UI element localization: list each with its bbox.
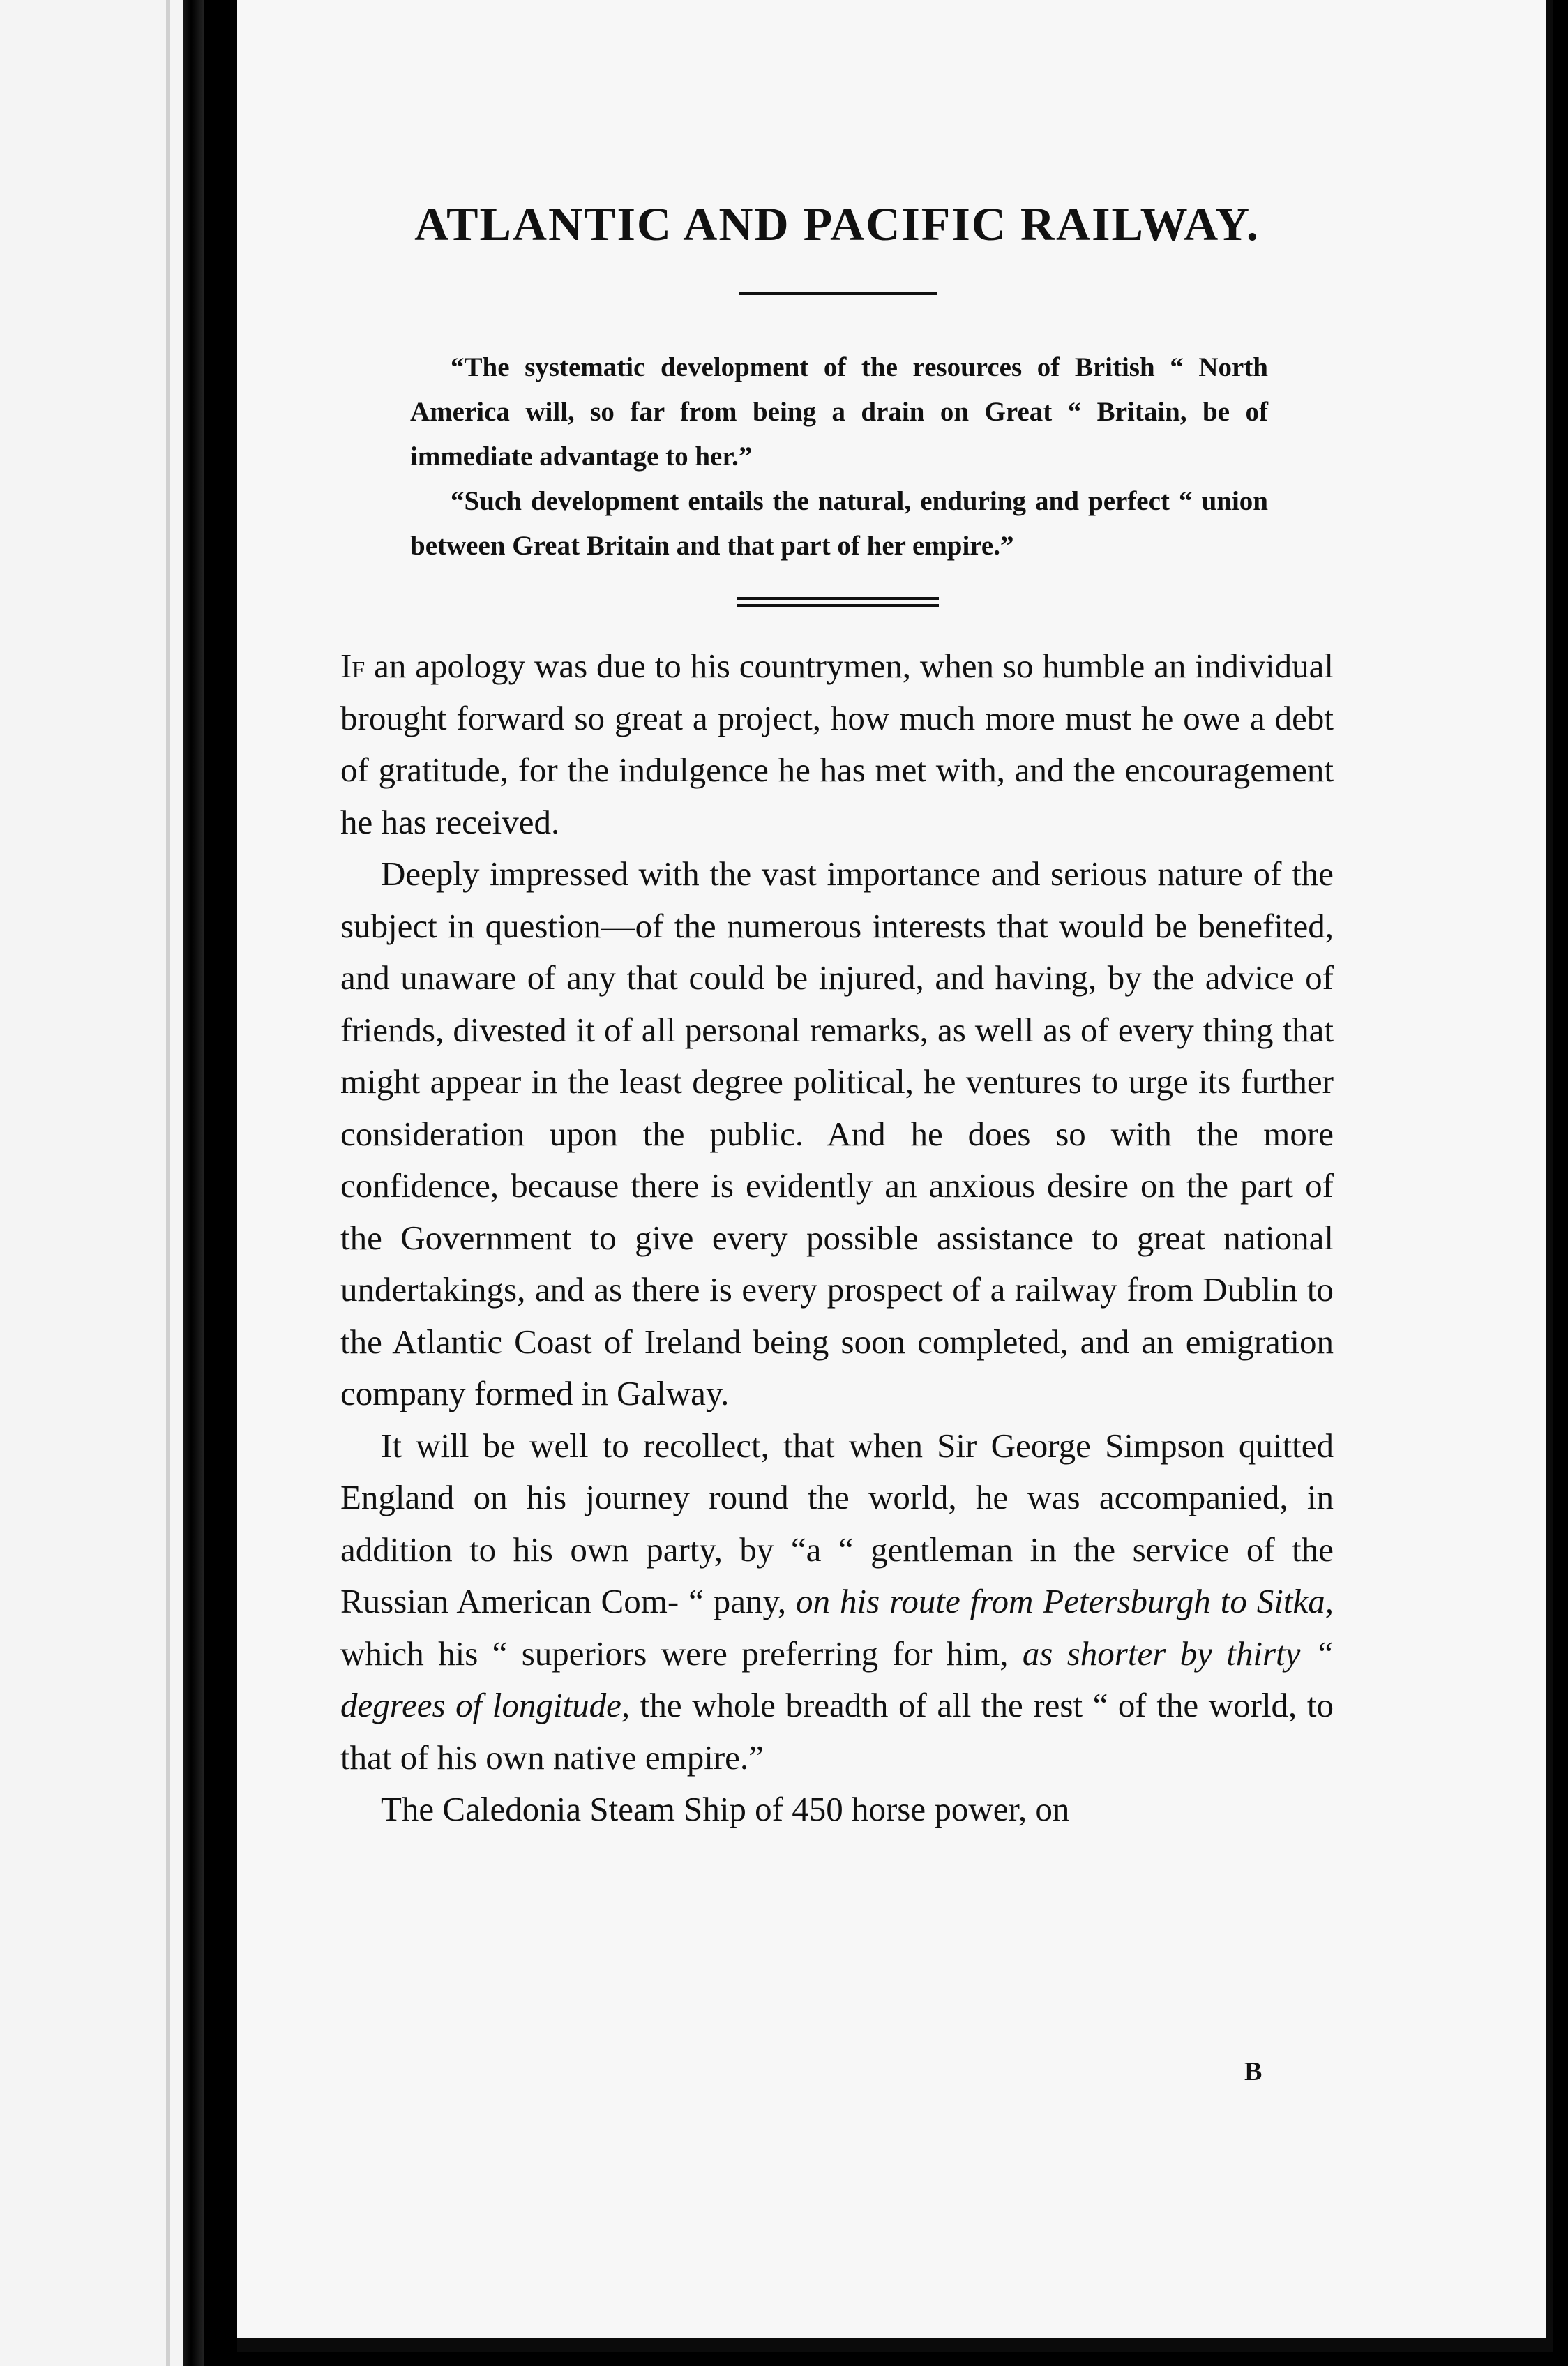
book-page (237, 0, 1553, 2352)
paragraph-3-text-e: the whole breadth of all the rest “ of the world, to that of his own native empire.” (340, 1686, 1334, 1777)
paragraph-3-italic-route: on his route from Petersburgh to Sitka, (796, 1582, 1334, 1620)
paragraph-1-text: an apology was due to his countrymen, when so humble an individual brought forward so great a project, how much more must he owe a debt of gratitude, for the indulgence he has met with, and the encouragement he has received. (340, 647, 1334, 841)
epigraph-quote-1: “The systematic development of the resources of British “ North America will, so far from being a drain on Great “ Britain, be of immediate advantage to her.” (410, 352, 1268, 472)
title-rule (739, 292, 937, 295)
epigraph-quote-2: “Such development entails the natural, enduring and perfect “ union between Great Britain and that part of her empire.” (410, 486, 1268, 561)
paragraph-3-italic-degrees: as shorter by thirty “ degrees of longitude, (340, 1634, 1334, 1724)
paragraph-3-text-c: which his “ superiors were preferring for him, (340, 1634, 1023, 1673)
book-gutter (183, 0, 204, 2366)
epigraph (410, 345, 1268, 568)
page-title: ATLANTIC AND PACIFIC RAILWAY. (414, 197, 1260, 250)
paragraph-2: Deeply impressed with the vast importance and serious nature of the subject in question—of the numerous interests that would be benefited, and unaware of any that could be injured, and having, by the advice of friends, divested it of all personal remarks, as well as of every thing that might appear in the least degree political, he ventures to urge its further consideration upon the public. And he does so with the more confidence, because there is evidently an anxious desire on the part of the Government to give every possible assistance to great national undertakings, and as there is every prospect of a railway from Dublin to the Atlantic Coast of Ireland being soon completed, and an emigration company formed in Galway. (340, 854, 1334, 1412)
paragraph-4: The Caledonia Steam Ship of 450 horse power, on (381, 1790, 1070, 1828)
double-rule-upper (737, 597, 939, 600)
double-rule-lower (737, 604, 939, 607)
signature-mark: B (1244, 2057, 1262, 2086)
paragraph-3-text-a: It will be well to recollect, that when Sir George Simpson quitted England on his journey round the world, he was accompanied, in addition to his own party, by “a “ gentleman in the service of the Russian American Com- “ pany, (340, 1426, 1334, 1620)
paragraph-3 (340, 1420, 1334, 1784)
paragraph-1 (340, 640, 1334, 848)
body-text (340, 640, 1334, 1836)
drop-word: If (340, 647, 365, 685)
adjacent-page-edge (0, 0, 183, 2366)
